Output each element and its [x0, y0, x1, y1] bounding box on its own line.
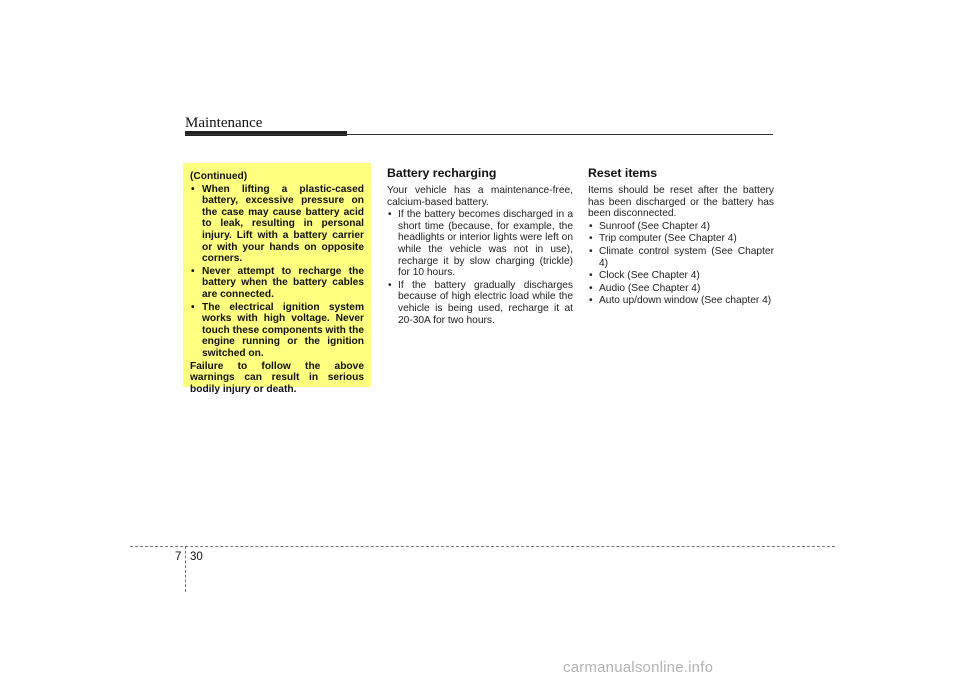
reset-items-section: [588, 166, 774, 308]
warning-list: [190, 184, 364, 360]
battery-item: • If the battery becomes discharged in a short time (because, for example, the headlights or interior lights were left on while the vehicle was not in use), recharge it by slow charging (trickle) for 10 hours.: [387, 209, 573, 279]
footer-divider: [185, 546, 186, 592]
reset-list: [588, 221, 774, 307]
reset-item: • Climate control system (See Chapter 4): [588, 246, 774, 269]
warning-item: • The electrical ignition system works with high voltage. Never touch these components with the engine running or the ignition switched on.: [190, 302, 364, 360]
chapter-number: 7: [175, 551, 182, 563]
reset-item: • Audio (See Chapter 4): [588, 283, 774, 295]
page-number: 30: [190, 551, 203, 563]
reset-heading: Reset items: [588, 166, 658, 180]
reset-intro: Items should be reset after the battery has been discharged or the battery has been disconnected.: [588, 185, 774, 220]
reset-item: • Clock (See Chapter 4): [588, 270, 774, 282]
battery-list: [387, 209, 573, 326]
warning-item: • Never attempt to recharge the battery when the battery cables are connected.: [190, 266, 364, 301]
footer-rule: [130, 546, 835, 547]
warning-continued: (Continued): [190, 171, 248, 182]
watermark: carmanualsonline.info: [563, 659, 714, 676]
warning-final: Failure to follow the above warnings can result in serious bodily injury or death.: [190, 360, 364, 395]
battery-item: • If the battery gradually discharges because of high electric load while the vehicle is being used, recharge it at 20-30A for two hours.: [387, 280, 573, 326]
battery-heading: Battery recharging: [387, 166, 497, 180]
reset-item: • Trip computer (See Chapter 4): [588, 233, 774, 245]
reset-item: • Sunroof (See Chapter 4): [588, 221, 774, 233]
section-title: Maintenance: [185, 115, 263, 131]
battery-intro: Your vehicle has a maintenance-free, calcium-based battery.: [387, 185, 573, 208]
header-rule: [185, 134, 773, 135]
warning-box: [183, 163, 371, 395]
reset-item: • Auto up/down window (See chapter 4): [588, 295, 774, 307]
warning-item: • When lifting a plastic-cased battery, excessive pressure on the case may cause battery acid to leak, resulting in personal injury. Lift with a battery carrier or with your hands on opposite corners.: [190, 184, 364, 265]
battery-recharging-section: [387, 166, 573, 327]
